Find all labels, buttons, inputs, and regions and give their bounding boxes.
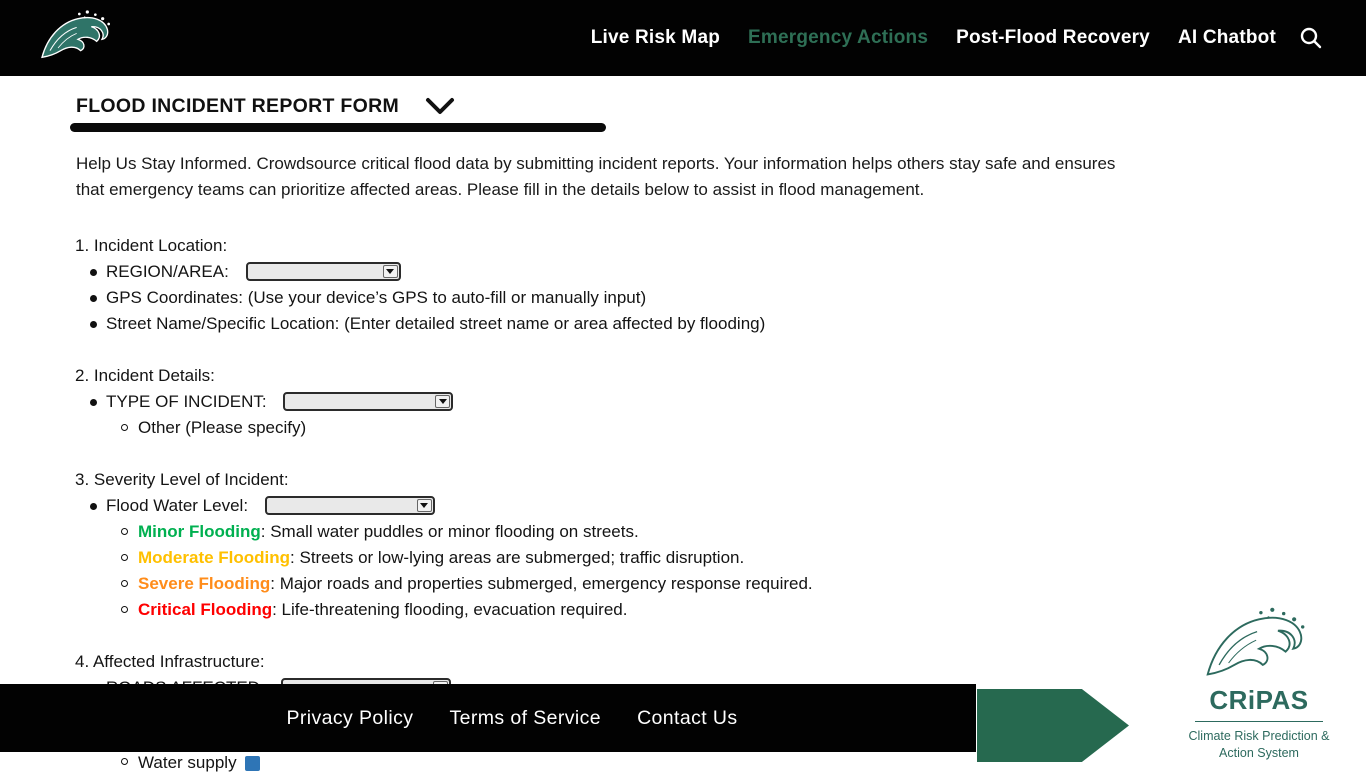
severity-item-desc: : Small water puddles or minor flooding on streets. [260,522,639,541]
street-name-item: Street Name/Specific Location: (Enter detailed street name or area affected by flooding) [75,311,1366,337]
search-icon[interactable] [1298,25,1324,51]
type-of-incident-row [75,389,1366,415]
intro-line-1: Help Us Stay Informed. Crowdsource critical flood data by submitting incident reports. Your information helps others stay safe and ensures [76,154,1116,173]
nav-item-post-flood-recovery[interactable]: Post-Flood Recovery [956,27,1150,48]
section-incident-details-heading: 2. Incident Details: [75,366,215,385]
severity-item-label: Moderate Flooding [138,548,291,567]
type-of-incident-label: TYPE OF INCIDENT: [106,392,267,411]
severity-item-label: Severe Flooding [138,574,271,593]
dropdown-arrow-icon [386,269,394,274]
water-supply-icon [245,756,260,771]
severity-critical-item [75,597,1366,623]
other-specify-item: Other (Please specify) [75,415,1366,441]
brand-divider [1195,721,1323,722]
site-logo[interactable] [38,9,118,68]
severity-minor-item [75,519,1366,545]
nav-item-emergency-actions[interactable]: Emergency Actions [748,27,929,48]
severity-item-desc: : Major roads and properties submerged, emergency response required. [270,574,813,593]
brand-tagline: Climate Risk Prediction & Action System [1188,729,1330,760]
footer-link-contact-us[interactable]: Contact Us [637,706,738,729]
page-title: FLOOD INCIDENT REPORT FORM [76,95,400,117]
dropdown-arrow-icon [420,503,428,508]
water-supply-label: Water supply [138,753,237,772]
dropdown-arrow-icon [439,399,447,404]
form-intro-text [76,151,1306,203]
intro-line-2: that emergency teams can prioritize affected areas. Please fill in the details below to assist in flood management. [76,180,925,199]
gps-coordinates-item: GPS Coordinates: (Use your device’s GPS to auto-fill or manually input) [75,285,1366,311]
severity-item-label: Critical Flooding [138,600,273,619]
dropdown-arrow-button[interactable] [435,395,450,408]
severity-item-desc: : Streets or low-lying areas are submerged; traffic disruption. [290,548,745,567]
flood-water-level-select[interactable] [265,496,435,515]
collapse-chevron-down-icon[interactable] [425,97,455,116]
section-incident-location-heading: 1. Incident Location: [75,236,228,255]
brand-wave-icon [1198,669,1320,686]
region-area-row [75,259,1366,285]
type-of-incident-select[interactable] [283,392,453,411]
severity-item-desc: : Life-threatening flooding, evacuation required. [272,600,628,619]
top-nav-bar [0,0,1366,76]
severity-moderate-item [75,545,1366,571]
form-page [0,76,1366,701]
footer-bar [0,684,976,752]
footer-link-terms-of-service[interactable]: Terms of Service [449,706,602,729]
wave-logo-icon [38,9,118,68]
title-underline-bar [70,123,606,132]
dropdown-arrow-button[interactable] [417,499,432,512]
severity-item-label: Minor Flooding [138,522,261,541]
nav-item-live-risk-map[interactable]: Live Risk Map [590,27,721,48]
nav-item-ai-chatbot[interactable]: AI Chatbot [1177,27,1276,48]
brand-name: CRiPAS [1209,685,1309,715]
severity-severe-item [75,571,1366,597]
section-severity-heading: 3. Severity Level of Incident: [75,470,289,489]
brand-logo-block [1185,606,1333,762]
flood-water-level-row [75,493,1366,519]
region-area-select[interactable] [246,262,401,281]
dropdown-arrow-button[interactable] [383,265,398,278]
footer-link-privacy-policy[interactable]: Privacy Policy [286,706,414,729]
main-navigation [591,27,1276,49]
section-infrastructure-heading: 4. Affected Infrastructure: [75,652,265,671]
water-supply-item [138,753,260,773]
region-area-label: REGION/AREA: [106,262,229,281]
flood-water-level-label: Flood Water Level: [106,496,249,515]
